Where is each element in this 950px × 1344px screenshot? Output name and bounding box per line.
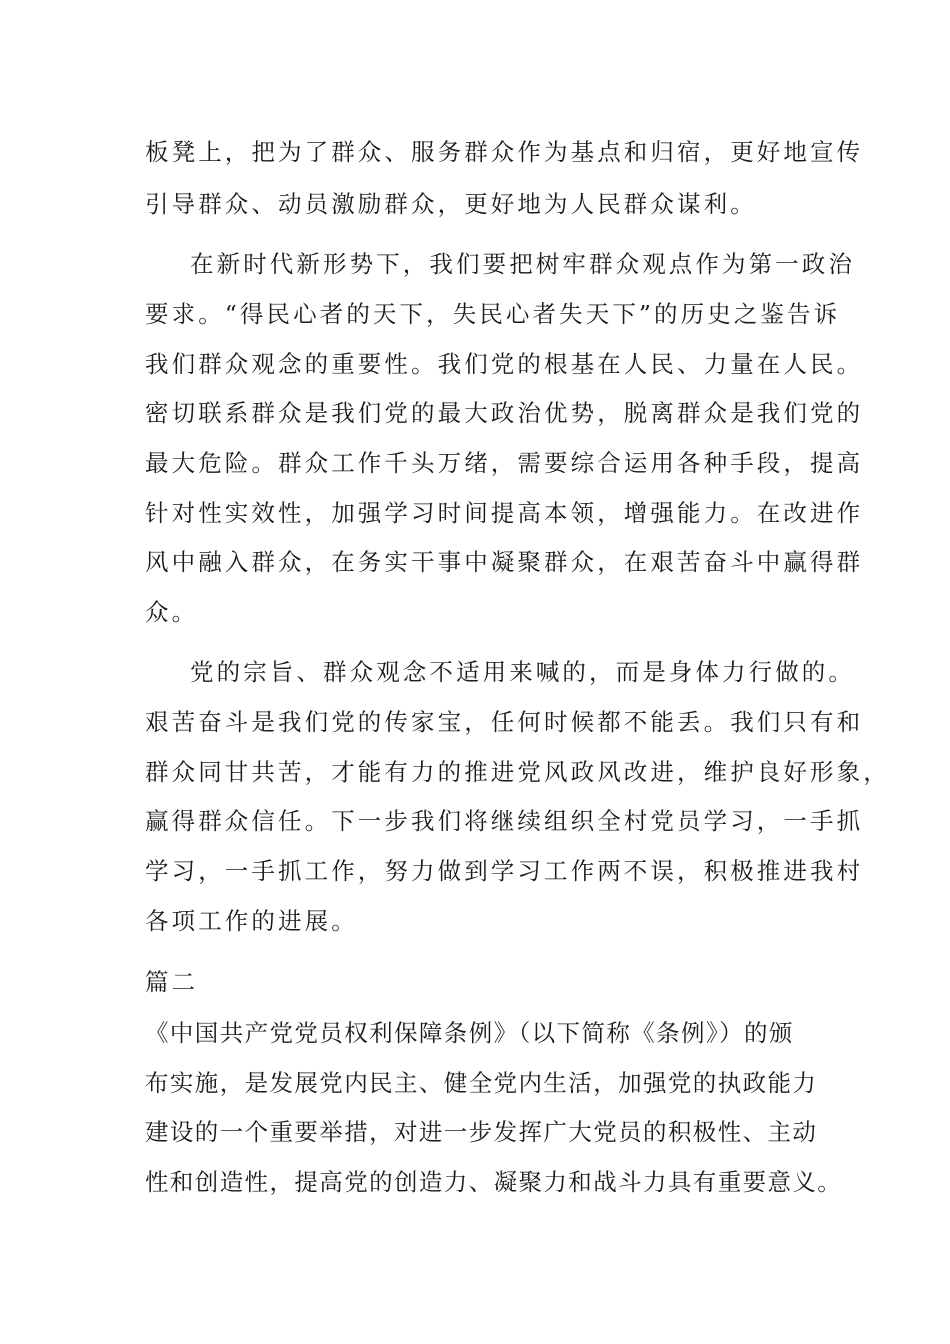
paragraph-4-line-1: 《中国共产党党员权利保障条例》（以下简称《条例》）的颁 [145, 1019, 794, 1047]
paragraph-4-line-3: 建设的一个重要举措，对进一步发挥广大党员的积极性、主动 [145, 1118, 818, 1146]
paragraph-2-line-5: 最大危险。群众工作千头万绪，需要综合运用各种手段，提高 [145, 449, 864, 477]
paragraph-1-line-2: 引导群众、动员激励群众，更好地为人民群众谋利。 [145, 190, 757, 218]
paragraph-2-line-7: 风中融入群众，在务实干事中凝聚群众，在艰苦奋斗中赢得群 [145, 548, 864, 576]
paragraph-2-line-2: 要求。“得民心者的天下，失民心者失天下”的历史之鉴告诉 [145, 300, 841, 328]
section-heading: 篇二 [145, 968, 199, 996]
paragraph-1-line-1: 板凳上，把为了群众、服务群众作为基点和归宿，更好地宣传 [145, 138, 864, 166]
paragraph-2-line-1: 在新时代新形势下，我们要把树牢群众观点作为第一政治 [190, 250, 855, 278]
paragraph-3-line-5: 学习，一手抓工作，努力做到学习工作两不误，积极推进我村 [145, 857, 864, 885]
paragraph-4-line-4: 性和创造性，提高党的创造力、凝聚力和战斗力具有重要意义。 [145, 1168, 843, 1196]
paragraph-2-line-3: 我们群众观念的重要性。我们党的根基在人民、力量在人民。 [145, 350, 864, 378]
paragraph-2-line-6: 针对性实效性，加强学习时间提高本领，增强能力。在改进作 [145, 499, 864, 527]
paragraph-3-line-4: 赢得群众信任。下一步我们将继续组织全村党员学习，一手抓 [145, 807, 864, 835]
paragraph-4-line-2: 布实施，是发展党内民主、健全党内生活，加强党的执政能力 [145, 1069, 818, 1097]
paragraph-3-line-6: 各项工作的进展。 [145, 907, 358, 935]
paragraph-3-line-3: 群众同甘共苦，才能有力的推进党风政风改进，维护良好形象， [145, 758, 890, 786]
paragraph-3-line-1: 党的宗旨、群众观念不适用来喊的，而是身体力行做的。 [190, 658, 855, 686]
paragraph-3-line-2: 艰苦奋斗是我们党的传家宝，任何时候都不能丢。我们只有和 [145, 708, 864, 736]
paragraph-2-line-8: 众。 [145, 598, 199, 626]
paragraph-2-line-4: 密切联系群众是我们党的最大政治优势，脱离群众是我们党的 [145, 399, 864, 427]
